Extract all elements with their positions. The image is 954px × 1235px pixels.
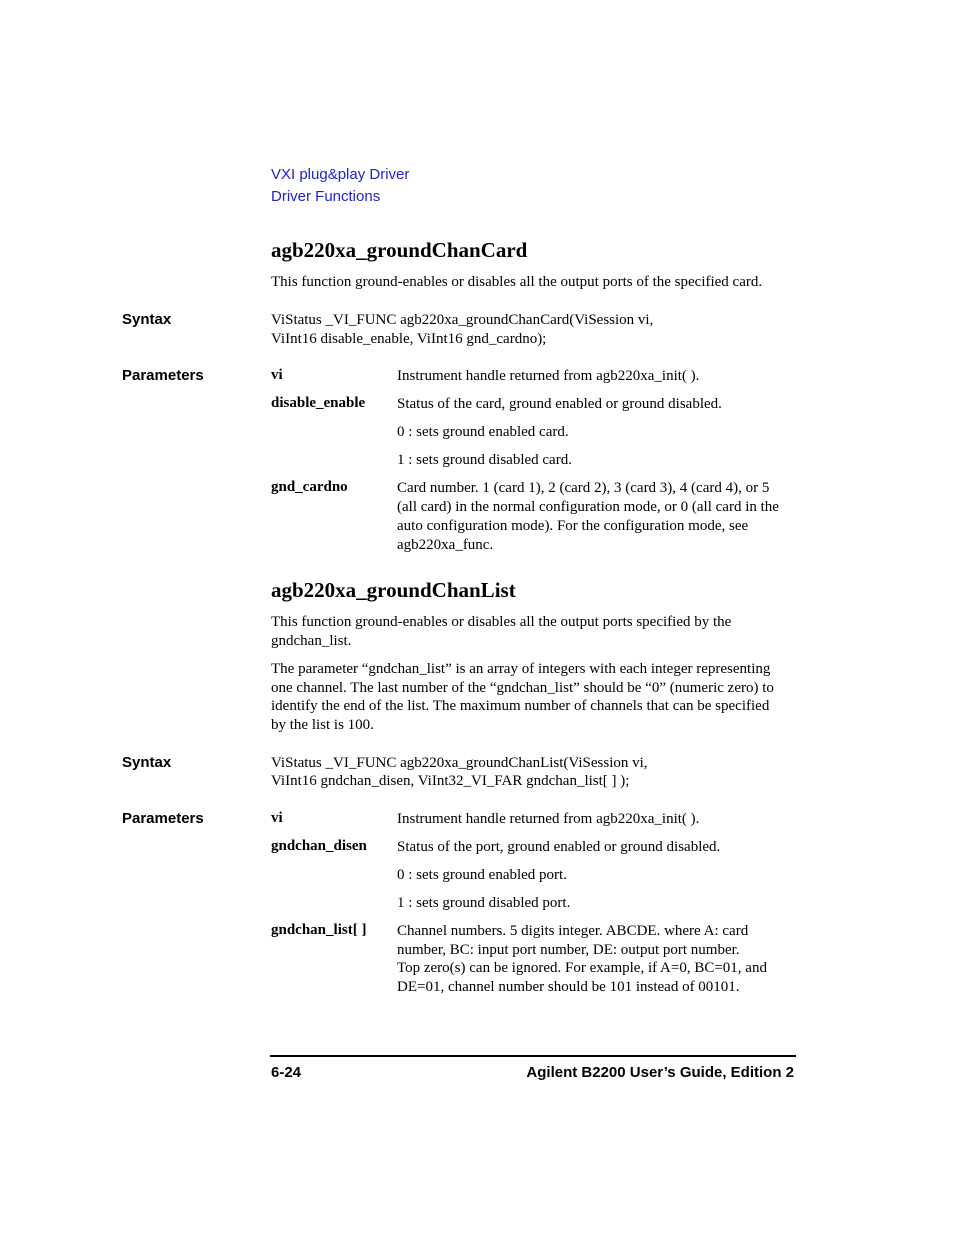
param-desc: Instrument handle returned from agb220xa_init( ). xyxy=(397,811,700,827)
syntax-line: ViStatus _VI_FUNC agb220xa_groundChanCard(ViSession vi, xyxy=(271,312,654,328)
syntax-label: Syntax xyxy=(122,754,172,771)
parameters-label: Parameters xyxy=(122,810,204,827)
param-desc: auto configuration mode). For the configuration mode, see xyxy=(397,518,749,534)
section-title-groundchancard: agb220xa_groundChanCard xyxy=(271,238,528,262)
section-paragraph: one channel. The last number of the “gndchan_list” should be “0” (numeric zero) to xyxy=(271,680,774,696)
section-title-groundchanlist: agb220xa_groundChanList xyxy=(271,578,516,602)
syntax-label: Syntax xyxy=(122,311,172,328)
page-number: 6-24 xyxy=(271,1064,302,1081)
book-title: Agilent B2200 User’s Guide, Edition 2 xyxy=(526,1064,794,1081)
footer-rule xyxy=(270,1055,796,1057)
param-desc: Card number. 1 (card 1), 2 (card 2), 3 (card 3), 4 (card 4), or 5 xyxy=(397,480,770,496)
param-name: gndchan_disen xyxy=(271,838,367,854)
param-desc: (all card) in the normal configuration mode, or 0 (all card in the xyxy=(397,499,779,515)
breadcrumb-driver[interactable]: VXI plug&play Driver xyxy=(271,166,410,183)
section-paragraph: by the list is 100. xyxy=(271,717,374,733)
breadcrumb-functions[interactable]: Driver Functions xyxy=(271,188,381,205)
syntax-line: ViInt16 disable_enable, ViInt16 gnd_cardno); xyxy=(271,331,547,347)
param-desc: Instrument handle returned from agb220xa_init( ). xyxy=(397,368,700,384)
param-name: vi xyxy=(271,810,283,826)
param-desc: Top zero(s) can be ignored. For example, if A=0, BC=01, and xyxy=(397,960,767,976)
section-intro: gndchan_list. xyxy=(271,633,352,649)
section-intro: This function ground-enables or disables all the output ports of the specified card. xyxy=(271,274,763,290)
param-desc: Status of the card, ground enabled or ground disabled. xyxy=(397,396,722,412)
param-name: disable_enable xyxy=(271,395,366,411)
section-paragraph: identify the end of the list. The maximum number of channels that can be specified xyxy=(271,698,770,714)
param-desc: 0 : sets ground enabled card. xyxy=(397,424,569,440)
param-name: gnd_cardno xyxy=(271,479,348,495)
param-name: vi xyxy=(271,367,283,383)
syntax-line: ViStatus _VI_FUNC agb220xa_groundChanList(ViSession vi, xyxy=(271,755,648,771)
param-desc: 1 : sets ground disabled port. xyxy=(397,895,571,911)
section-paragraph: The parameter “gndchan_list” is an array of integers with each integer representing xyxy=(271,661,771,677)
param-desc: agb220xa_func. xyxy=(397,537,494,553)
parameters-label: Parameters xyxy=(122,367,204,384)
param-desc: Status of the port, ground enabled or ground disabled. xyxy=(397,839,721,855)
syntax-line: ViInt16 gndchan_disen, ViInt32_VI_FAR gndchan_list[ ] ); xyxy=(271,773,630,789)
param-desc: 1 : sets ground disabled card. xyxy=(397,452,572,468)
param-desc: number, BC: input port number, DE: output port number. xyxy=(397,942,740,958)
section-intro: This function ground-enables or disables all the output ports specified by the xyxy=(271,614,732,630)
param-desc: Channel numbers. 5 digits integer. ABCDE. where A: card xyxy=(397,923,749,939)
param-name: gndchan_list[ ] xyxy=(271,922,367,938)
param-desc: DE=01, channel number should be 101 instead of 00101. xyxy=(397,979,740,995)
param-desc: 0 : sets ground enabled port. xyxy=(397,867,567,883)
